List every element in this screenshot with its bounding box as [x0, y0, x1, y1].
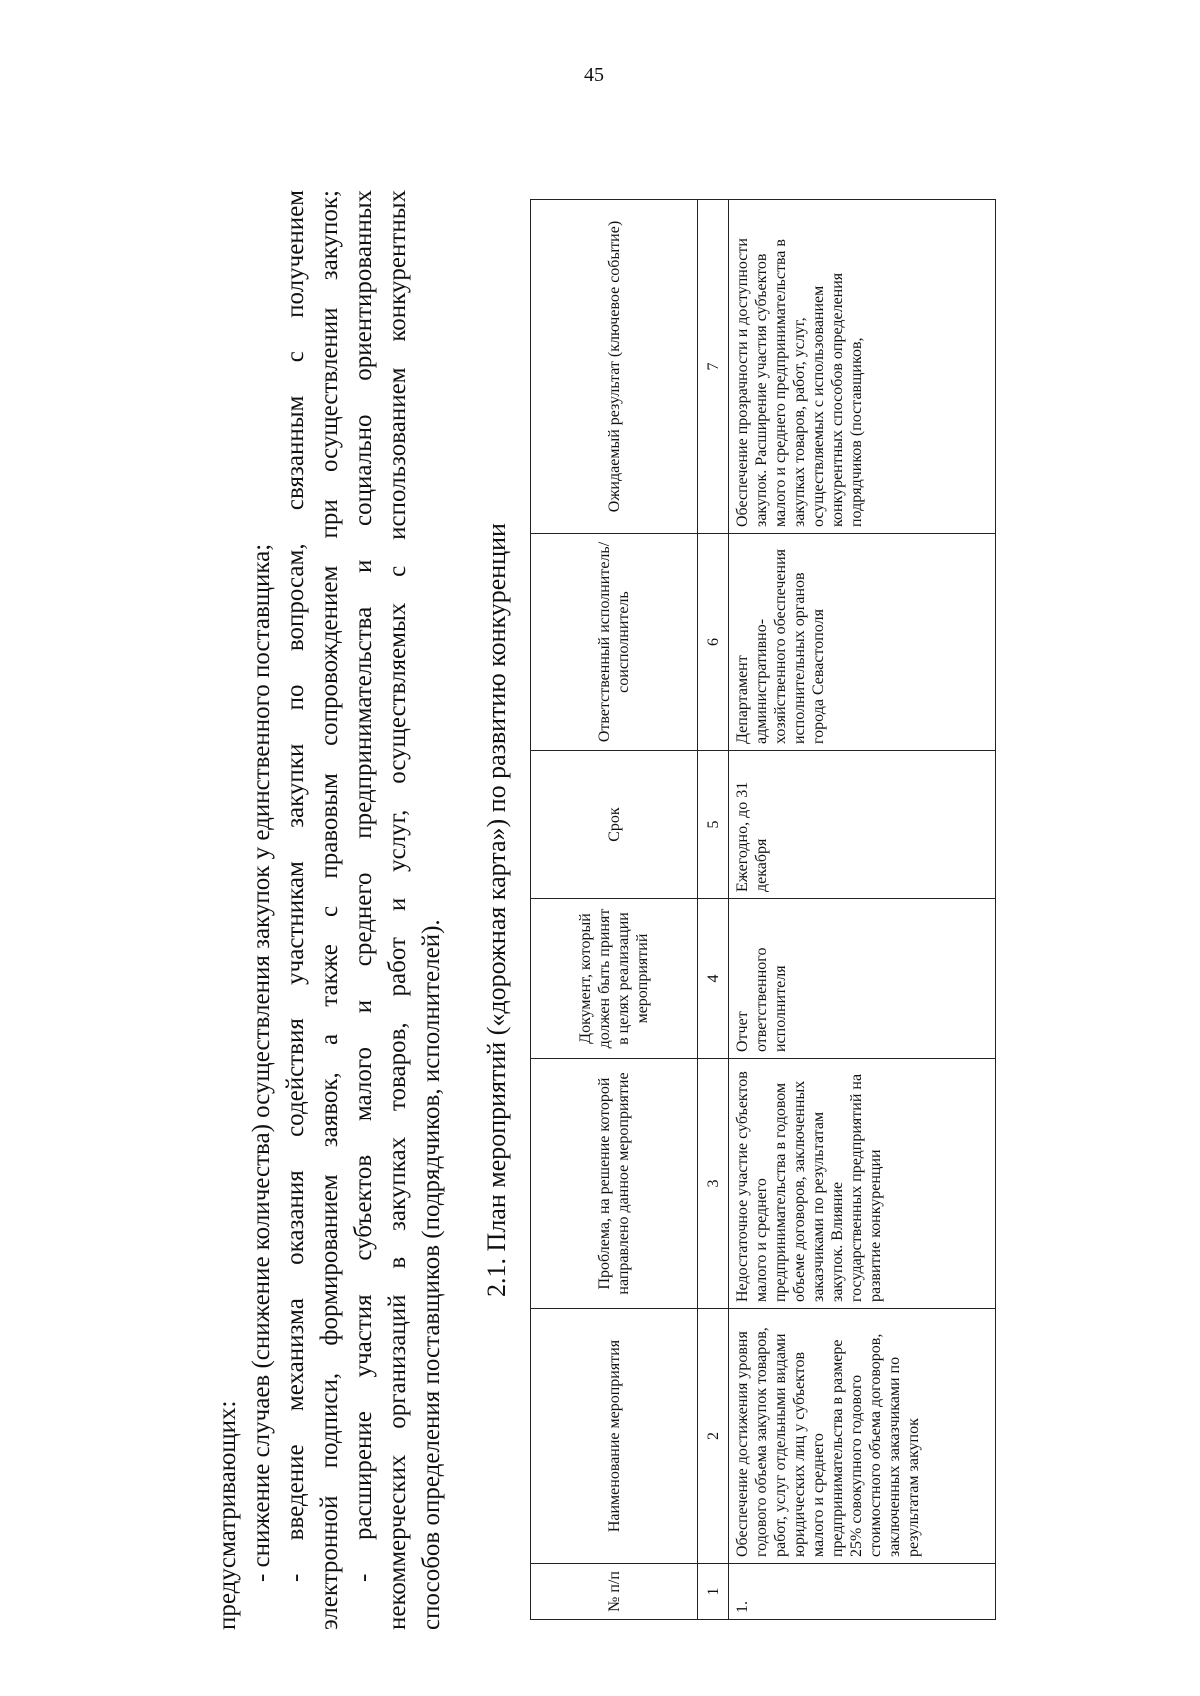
column-number-cell: 2 — [698, 1309, 729, 1564]
row-term-cell: Ежегодно, до 31 декабря — [729, 751, 996, 899]
row-result-cell: Обеспечение прозрачности и доступности закупок. Расширение участия субъектов малого и среднего предпринимательства в закупках товаров, работ, услуг, осуществляемых с использованием конкурентных способов определения подрядчиков (поставщиков, — [729, 200, 996, 534]
column-number-cell: 5 — [698, 751, 729, 899]
header-cell-result: Ожидаемый результат (ключевое событие) — [531, 200, 698, 534]
row-document-cell: Отчет ответственного исполнителя — [729, 899, 996, 1059]
rotated-page-content — [210, 190, 1200, 1630]
header-cell-document: Документ, который должен быть принят в целях реализации мероприятий — [531, 899, 698, 1059]
intro-bullet-3-line-2: некоммерческих организаций в закупках товаров, работ и услуг, осуществляемых с использованием конкурентных — [384, 190, 411, 1630]
row-name-cell: Обеспечение достижения уровня годового объема закупок товаров, работ, услуг отдельными видами юридических лиц у субъектов малого и среднего предпринимательства в размере 25% совокупного годового стоимостного объема договоров, заключенных заказчиками по результатам закупок — [729, 1309, 996, 1564]
intro-lead: предусматривающих: — [214, 1400, 241, 1630]
intro-bullet-2-line-1: - введение механизма оказания содействия участникам закупки по вопросам, связанным с получением — [282, 190, 309, 1582]
column-number-cell: 1 — [698, 1564, 729, 1620]
header-cell-number: № п/п — [531, 1564, 698, 1620]
table-header-row — [531, 200, 698, 1620]
column-number-cell: 3 — [698, 1059, 729, 1309]
row-problem-cell: Недостаточное участие субъектов малого и среднего предпринимательства в годовом объеме договоров, заключенных заказчиками по результатам закупок. Влияние государственных предприятий на развитие конкуренции — [729, 1059, 996, 1309]
table-row — [729, 200, 996, 1620]
row-responsible-cell: Департамент административно-хозяйственного обеспечения исполнительных органов города Севастополя — [729, 534, 996, 751]
column-number-cell: 7 — [698, 200, 729, 534]
header-cell-responsible: Ответственный исполнитель/ соисполнитель — [531, 534, 698, 751]
roadmap-table — [530, 199, 996, 1620]
header-cell-problem: Проблема, на решение которой направлено данное мероприятие — [531, 1059, 698, 1309]
column-number-cell: 6 — [698, 534, 729, 751]
intro-bullet-3-line-1: - расширение участия субъектов малого и среднего предпринимательства и социально ориентированных — [350, 190, 377, 1582]
intro-bullet-2-line-2: электронной подписи, формированием заявок, а также с правовым сопровождением при осуществлении закупок; — [316, 190, 343, 1630]
intro-bullet-3-line-3: способов определения поставщиков (подрядчиков, исполнителей). — [418, 919, 445, 1630]
column-number-cell: 4 — [698, 899, 729, 1059]
page-number: 45 — [584, 64, 604, 86]
table-column-numbers-row — [698, 200, 729, 1620]
intro-bullet-1: - снижение случаев (снижение количества) осуществления закупок у единственного поставщика; — [248, 543, 275, 1582]
section-title: 2.1. План мероприятий («дорожная карта») по развитию конкуренции — [482, 523, 511, 1297]
row-number-cell: 1. — [729, 1564, 996, 1620]
header-cell-name: Наименование мероприятия — [531, 1309, 698, 1564]
header-cell-term: Срок — [531, 751, 698, 899]
